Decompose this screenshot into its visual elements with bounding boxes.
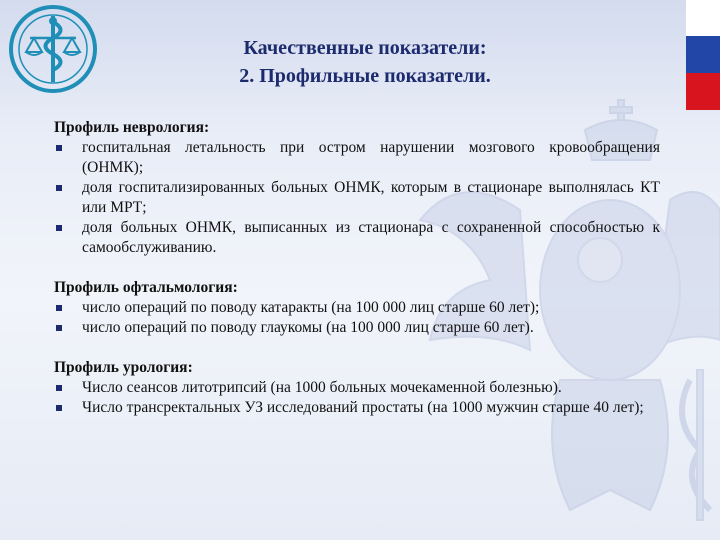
flag-red-stripe: [686, 73, 720, 110]
title-line-2: 2. Профильные показатели.: [239, 65, 491, 87]
section-heading: Профиль урология:: [54, 359, 193, 376]
list-item: число операций по поводу катаракты (на 100 000 лиц старше 60 лет);: [54, 298, 660, 318]
list-item: число операций по поводу глаукомы (на 100 000 лиц старше 60 лет).: [54, 318, 660, 338]
list-item: доля госпитализированных больных ОНМК, которым в стационаре выполнялась КТ или МРТ;: [54, 178, 660, 218]
flag-white-stripe: [686, 0, 720, 36]
bullet-list: [54, 298, 660, 338]
medical-logo-icon: [6, 2, 100, 96]
content-body: [54, 118, 660, 438]
section-heading: Профиль офтальмология:: [54, 279, 238, 296]
list-item: Число трансректальных УЗ исследований простаты (на 1000 мужчин старше 40 лет);: [54, 398, 660, 418]
list-item: Число сеансов литотрипсий (на 1000 больных мочекаменной болезнью).: [54, 378, 660, 398]
list-item: доля больных ОНМК, выписанных из стационара с сохраненной способностью к самообслуживанию.: [54, 218, 660, 258]
bullet-list: [54, 378, 660, 418]
page-title: [130, 34, 600, 90]
section-heading: Профиль неврология:: [54, 119, 210, 136]
russian-flag: [686, 0, 720, 110]
section-ophthalmology: [54, 278, 660, 338]
section-neurology: [54, 118, 660, 258]
title-line-1: Качественные показатели:: [243, 37, 487, 59]
section-urology: [54, 358, 660, 418]
list-item: госпитальная летальность при остром нарушении мозгового кровообращения (ОНМК);: [54, 138, 660, 178]
bullet-list: [54, 138, 660, 258]
flag-blue-stripe: [686, 36, 720, 73]
